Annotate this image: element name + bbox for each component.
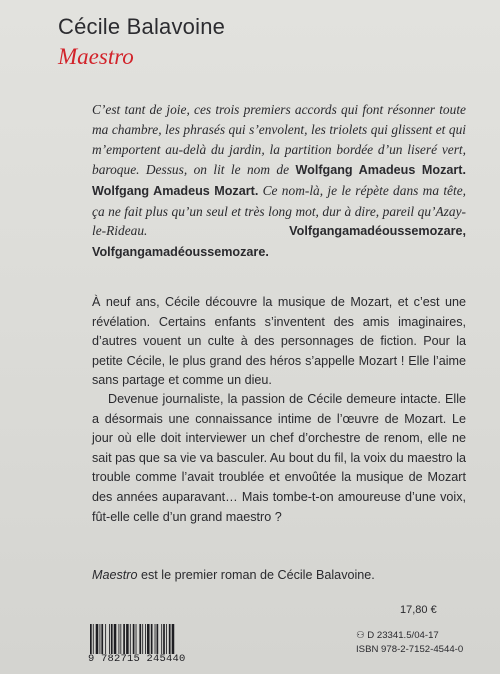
price: 17,80 € — [400, 604, 437, 616]
summary-paragraph-3 — [92, 566, 466, 586]
title-italic: Maestro — [92, 568, 138, 582]
barcode-number: 9 782715 245440 — [88, 653, 186, 665]
excerpt-bold-2: Volfgangamadéoussemozare, Volfgangamadéoussemozare. — [92, 224, 466, 260]
summary-paragraph-2: Devenue journaliste, la passion de Cécile demeure intacte. Elle a désormais une connaissance intime de l’œuvre de Mozart. Le jour où elle doit interviewer un chef d’orchestre de renom, elle ne sait pas que sa vie va basculer. Au bout du fil, la voix du maestro la trouble comme l’avait troublée et envoûtée la musique de Mozart des années auparavant… Mais tombe-t-on amoureuse d’une voix, fût-elle celle d’un grand maestro ? — [92, 392, 466, 524]
catalog-code-line — [356, 629, 476, 643]
excerpt-bold-1: Wolfgang Amadeus Mozart. Wolfgang Amadeus Mozart. — [92, 162, 466, 198]
excerpt-part-2: Ce nom-là, je le répète dans ma tête, ça ne fait plus qu’un seul et très long mot, dur à dire, pareil qu’Azay-le-Rideau. — [92, 182, 466, 239]
isbn: ISBN 978-2-7152-4544-0 — [356, 644, 464, 655]
book-title: Maestro — [58, 44, 134, 69]
book-icon: ⚇ — [356, 630, 368, 641]
summary-paragraph-1: À neuf ans, Cécile découvre la musique de Mozart, et c’est une révélation. Certains enfants s’inventent des amis imaginaires, d’autres vouent un culte à des personnages de fiction. Pour la petite Cécile, le plus grand des héros s’appelle Mozart ! Elle l’aime sans partage et comme un dieu. — [92, 295, 466, 388]
summary-paragraph-3-rest: est le premier roman de Cécile Balavoine. — [137, 568, 375, 582]
author-name: Cécile Balavoine — [58, 14, 226, 39]
excerpt-quote — [92, 100, 466, 263]
excerpt-part-1: C’est tant de joie, ces trois premiers accords qui font résonner toute ma chambre, les phrasés qui s’envolent, les triolets qui glissent et qui m’emportent au-delà du jardin, la partition bordée d’un liseré vert, baroque. Dessus, on lit le nom de — [92, 102, 466, 177]
catalog-code: D 23341.5/04-17 — [367, 630, 439, 641]
catalog-codes — [356, 629, 476, 657]
barcode-bars — [88, 624, 208, 654]
